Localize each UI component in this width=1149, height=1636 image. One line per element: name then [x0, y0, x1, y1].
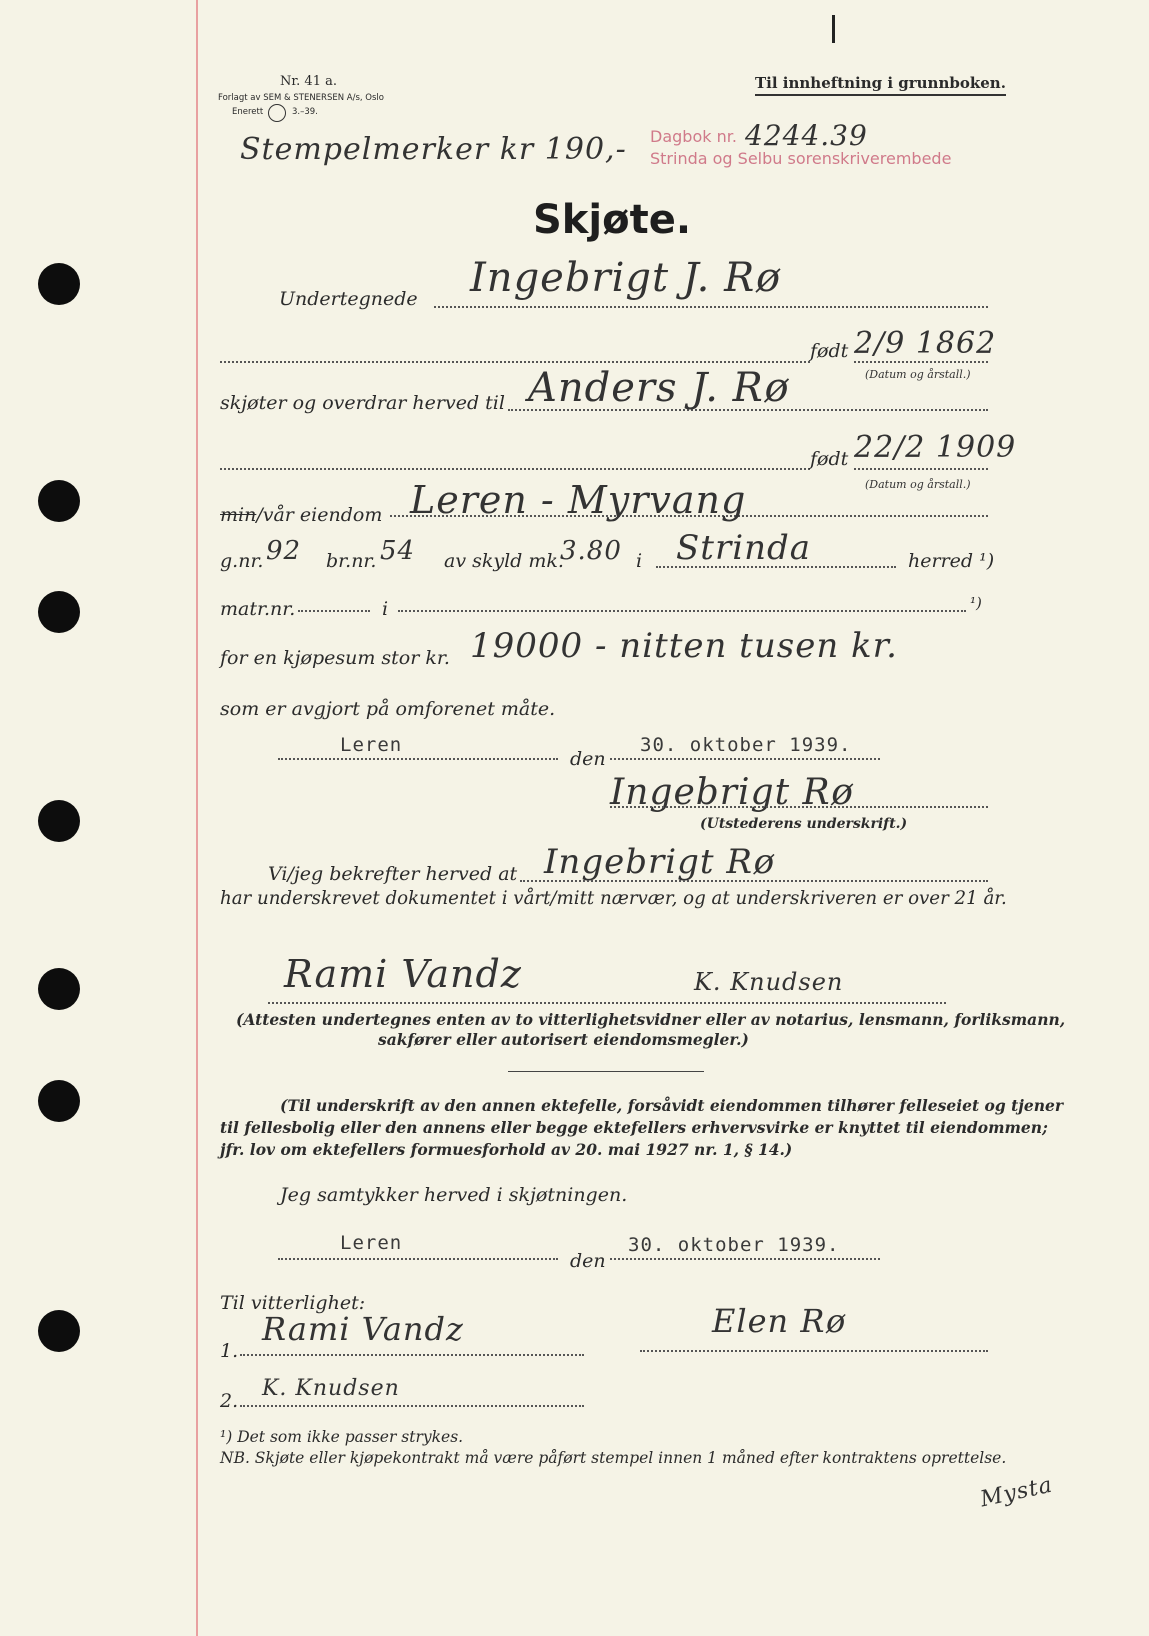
- dotted-line: [610, 1258, 880, 1260]
- price-value: 19000 - nitten tusen kr.: [470, 626, 898, 666]
- witness-label: Til vitterlighet:: [220, 1292, 366, 1314]
- confirm-text: har underskrevet dokumentet i vårt/mitt nærvær, og at underskriveren er over 21 år.: [220, 888, 1007, 909]
- undersigned-name: Ingebrigt J. Rø: [470, 255, 782, 301]
- divider: [508, 1071, 704, 1072]
- in-label: i: [636, 550, 643, 572]
- dotted-line: [278, 1258, 558, 1260]
- issuer-signature: Ingebrigt Rø: [610, 772, 854, 813]
- dotted-line: [398, 610, 966, 612]
- skyld-label: av skyld mk.: [444, 550, 564, 572]
- spouse-signature: Elen Rø: [712, 1302, 847, 1340]
- document-title: Skjøte.: [533, 197, 692, 243]
- publisher-logo: [268, 104, 286, 122]
- stamp-duty-handwritten: Stempelmerker kr 190,-: [240, 132, 627, 167]
- settled-text: som er avgjort på omforenet måte.: [220, 698, 556, 720]
- diary-number-handwritten: 4244.39: [745, 119, 868, 152]
- dotted-line: [298, 610, 370, 612]
- dotted-line: [610, 758, 880, 760]
- struck-word: min: [220, 504, 257, 526]
- witness-number: 1.: [220, 1340, 239, 1362]
- consent-text: Jeg samtykker herved i skjøtningen.: [280, 1184, 628, 1206]
- dotted-line: [854, 361, 988, 363]
- spouse-note: jfr. lov om ektefellers formuesforhold av 20. mai 1927 nr. 1, § 14.): [220, 1140, 793, 1159]
- form-date: 3.–39.: [292, 107, 318, 117]
- date-hint: (Datum og årstall.): [865, 368, 971, 381]
- sign-place: Leren: [340, 1232, 403, 1254]
- skyld-value: 3.80: [560, 536, 622, 566]
- born-label: født: [810, 340, 849, 362]
- diary-stamp-label: Dagbok nr.: [650, 127, 737, 146]
- margin-note: Mysta: [978, 1472, 1056, 1513]
- dotted-line: [434, 306, 988, 308]
- seller-birthdate: 2/9 1862: [854, 326, 997, 361]
- sign-date: 30. oktober 1939.: [640, 734, 852, 756]
- witness-note: (Attesten undertegnes enten av to vitterlighetsvidner eller av notarius, lensmann, forliksmann,: [236, 1010, 1066, 1029]
- property-label: [220, 504, 382, 526]
- matr-label: matr.nr.: [220, 598, 296, 620]
- dotted-line: [610, 806, 988, 808]
- punch-hole: [38, 1080, 80, 1122]
- footnote: ¹) Det som ikke passer strykes.: [220, 1428, 464, 1446]
- undersigned-label: Undertegnede: [279, 288, 418, 310]
- dotted-line: [278, 758, 558, 760]
- dotted-line: [220, 468, 810, 470]
- punch-hole: [38, 480, 80, 522]
- dotted-line: [854, 468, 988, 470]
- spouse-note: til fellesbolig eller den annens eller begge ektefellers erhvervsvirke er knyttet til eiendommen;: [220, 1118, 1048, 1137]
- punch-hole: [38, 1310, 80, 1352]
- footnote-mark: ¹): [970, 594, 982, 612]
- court-stamp: Strinda og Selbu sorenskriverembede: [650, 149, 952, 168]
- den-label: den: [570, 1250, 606, 1272]
- property-name: Leren - Myrvang: [410, 478, 747, 522]
- witness-2-signature: K. Knudsen: [262, 1376, 400, 1401]
- dotted-line: [656, 566, 896, 568]
- gnr-value: 92: [266, 536, 302, 566]
- nb-note: NB. Skjøte eller kjøpekontrakt må være påført stempel innen 1 måned efter kontraktens oprettelse.: [220, 1449, 1007, 1467]
- brnr-label: br.nr.: [326, 550, 377, 572]
- form-number: Nr. 41 a.: [280, 74, 337, 89]
- punch-hole: [38, 591, 80, 633]
- publisher-rights: Enerett: [232, 107, 264, 117]
- issuer-caption: (Utstederens underskrift.): [700, 816, 908, 832]
- gnr-label: g.nr.: [220, 550, 264, 572]
- filing-note: Til innheftning i grunnboken.: [755, 74, 1006, 96]
- brnr-value: 54: [380, 536, 416, 566]
- publisher-line: Forlagt av SEM & STENERSEN A/s, Oslo: [218, 93, 384, 103]
- punch-hole: [38, 263, 80, 305]
- dotted-line: [268, 1002, 946, 1004]
- den-label: den: [570, 748, 606, 770]
- witness-signature-1: Rami Vandz: [284, 952, 522, 996]
- witness-number: 2.: [220, 1390, 239, 1412]
- buyer-birthdate: 22/2 1909: [854, 430, 1017, 465]
- margin-line: [196, 0, 198, 1636]
- price-label: for en kjøpesum stor kr.: [220, 647, 450, 669]
- sign-place: Leren: [340, 734, 403, 756]
- dotted-line: [240, 1405, 584, 1407]
- confirmed-name: Ingebrigt Rø: [544, 842, 776, 882]
- dotted-line: [640, 1350, 988, 1352]
- confirm-label: Vi/jeg bekrefter herved at: [268, 863, 518, 885]
- herred-label: herred ¹): [908, 550, 995, 572]
- sign-date: 30. oktober 1939.: [628, 1234, 840, 1256]
- buyer-name: Anders J. Rø: [528, 365, 790, 411]
- witness-1-signature: Rami Vandz: [262, 1310, 464, 1348]
- punch-hole: [38, 968, 80, 1010]
- dotted-line: [220, 361, 810, 363]
- dotted-line: [240, 1354, 584, 1356]
- property-label-text: /vår eiendom: [256, 504, 383, 526]
- in-label: i: [382, 598, 389, 620]
- dotted-line: [520, 880, 988, 882]
- herred-value: Strinda: [676, 528, 812, 568]
- witness-signature-2: K. Knudsen: [694, 968, 844, 996]
- born-label: født: [810, 448, 849, 470]
- date-hint: (Datum og årstall.): [865, 478, 971, 491]
- spouse-note: (Til underskrift av den annen ektefelle, forsåvidt eiendommen tilhører felleseiet og tjener: [280, 1096, 1063, 1115]
- transfers-label: skjøter og overdrar herved til: [220, 392, 505, 414]
- top-mark: [832, 15, 835, 43]
- punch-hole: [38, 800, 80, 842]
- witness-note: sakfører eller autorisert eiendomsmegler.): [378, 1030, 749, 1049]
